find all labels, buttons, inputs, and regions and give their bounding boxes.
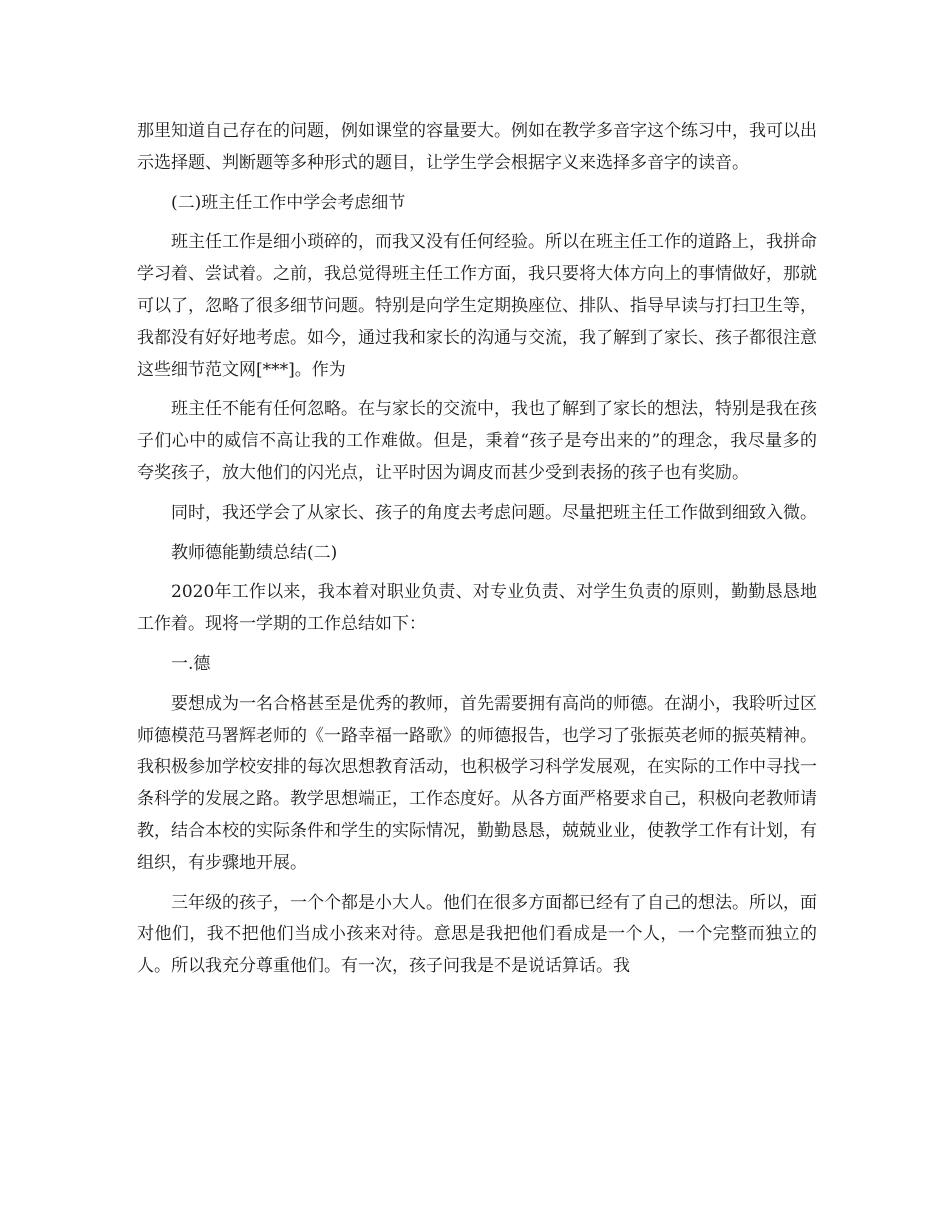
document-subtitle: 教师德能勤绩总结(二) xyxy=(171,542,338,563)
body-paragraph: 三年级的孩子，一个个都是小大人。他们在很多方面都已经有了自己的想法。所以，面对他们，我不把他们当成小孩来对待。意思是我把他们看成是一个人，一个完整而独立的人。所以我充分尊重他们。有一次，孩子问我是不是说话算话。我 xyxy=(137,892,817,977)
body-paragraph: 那里知道自己存在的问题，例如课堂的容量要大。例如在教学多音字这个练习中，我可以出示选择题、判断题等多种形式的题目，让学生学会根据字义来选择多音字的读音。 xyxy=(137,121,817,173)
section-heading: 一.德 xyxy=(171,653,211,674)
section-heading: (二)班主任工作中学会考虑细节 xyxy=(171,192,406,213)
body-paragraph: 同时，我还学会了从家长、孩子的角度去考虑问题。尽量把班主任工作做到细致入微。 xyxy=(171,502,817,523)
body-paragraph: 班主任工作是细小琐碎的，而我又没有任何经验。所以在班主任工作的道路上，我拼命学习着、尝试着。之前，我总觉得班主任工作方面，我只要将大体方向上的事情做好，那就可以了，忽略了很多细节问题。特别是向学生定期换座位、排队、指导早读与打扫卫生等，我都没有好好地考虑。如今，通过我和家长的沟通与交流，我了解到了家长、孩子都很注意这些细节范文网[***]。作为 xyxy=(137,232,817,380)
body-paragraph: 要想成为一名合格甚至是优秀的教师，首先需要拥有高尚的师德。在湖小，我聆听过区师德模范马署辉老师的《一路幸福一路歌》的师德报告，也学习了张振英老师的振英精神。我积极参加学校安排的每次思想教育活动，也积极学习科学发展观，在实际的工作中寻找一条科学的发展之路。教学思想端正，工作态度好。从各方面严格要求自己，积极向老教师请教，结合本校的实际条件和学生的实际情况，勤勤恳恳，兢兢业业，使教学工作有计划，有组织，有步骤地开展。 xyxy=(137,693,817,873)
body-paragraph: 2020年工作以来，我本着对职业负责、对专业负责、对学生负责的原则，勤勤恳恳地工作着。现将一学期的工作总结如下： xyxy=(137,582,817,635)
body-paragraph: 班主任不能有任何忽略。在与家长的交流中，我也了解到了家长的想法，特别是我在孩子们心中的威信不高让我的工作难做。但是，秉着“孩子是夸出来的”的理念，我尽量多的夸奖孩子，放大他们的闪光点，让平时因为调皮而甚少受到表扬的孩子也有奖励。 xyxy=(137,399,817,483)
document-body xyxy=(137,116,817,983)
